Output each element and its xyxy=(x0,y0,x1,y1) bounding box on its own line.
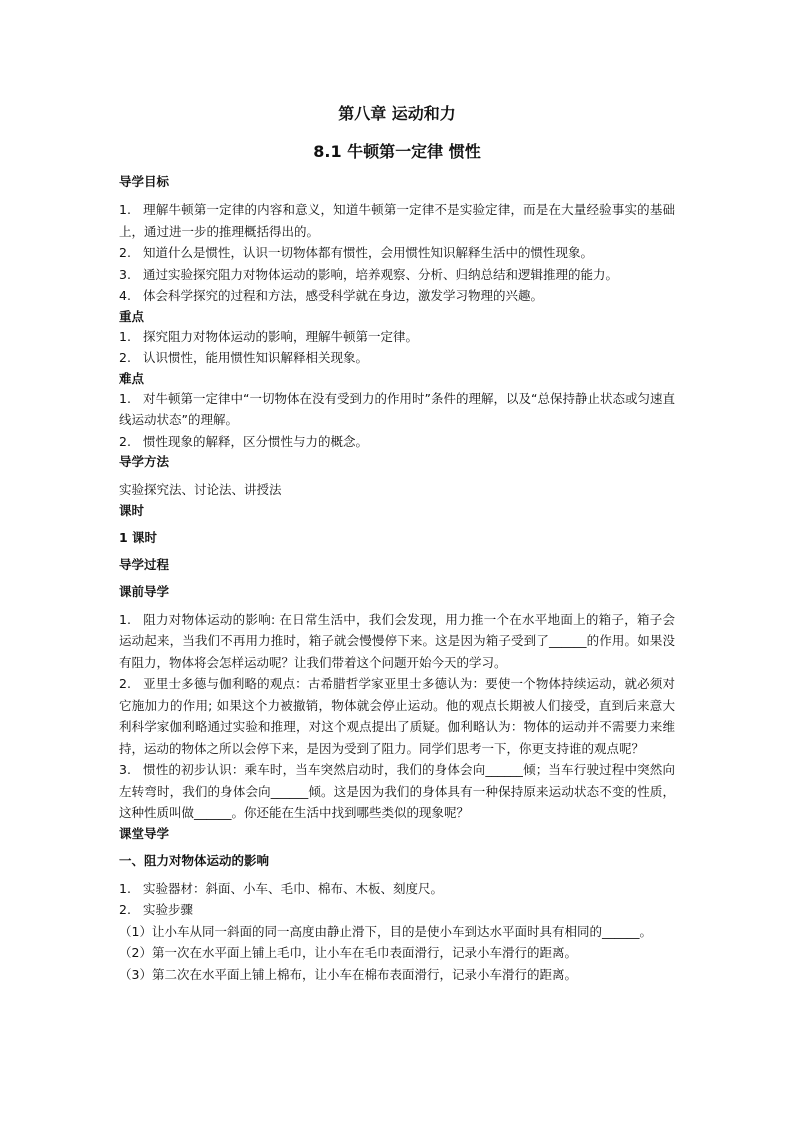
goal-item xyxy=(119,264,675,286)
item-number: 3. xyxy=(119,762,131,777)
pre-class-item xyxy=(119,673,675,759)
pre-class-item xyxy=(119,609,675,674)
item-number: 1. xyxy=(119,611,131,627)
item-text: 惯性的初步认识：乘车时，当车突然启动时，我们的身体会向______倾；当车行驶过程中突然向左转弯时，我们的身体会向______倾。这是因为我们的身体具有一种保持原来运动状态不变的性质，这种性质叫做______。你还能在生活中找到哪些类似的现象呢？ xyxy=(119,762,675,820)
key-point-item xyxy=(119,326,675,348)
item-number: 2. xyxy=(119,902,131,917)
section-title: 8.1 牛顿第一定律 惯性 xyxy=(313,142,481,161)
item-text: 通过实验探究阻力对物体运动的影响，培养观察、分析、归纳总结和逻辑推理的能力。 xyxy=(143,266,619,282)
difficulty-item xyxy=(119,388,675,431)
item-number: 3. xyxy=(119,266,131,282)
item-text: 对牛顿第一定律中“一切物体在没有受到力的作用时”条件的理解，以及“总保持静止状态或匀速直线运动状态”的理解。 xyxy=(119,390,675,427)
in-class-heading: 课堂导学 xyxy=(119,825,170,841)
chapter-title: 第八章 运动和力 xyxy=(338,104,456,123)
part-one-item xyxy=(119,899,675,921)
item-text: 实验器材：斜面、小车、毛巾、棉布、木板、刻度尺。 xyxy=(143,880,444,896)
item-text: 惯性现象的解释，区分惯性与力的概念。 xyxy=(143,433,369,449)
goal-item xyxy=(119,285,675,307)
methods-text: 实验探究法、讨论法、讲授法 xyxy=(119,482,282,497)
item-number: 1. xyxy=(119,202,131,217)
item-text: 亚里士多德与伽利略的观点：古希腊哲学家亚里士多德认为：要使一个物体持续运动，就必须对它施加力的作用; 如果这个力被撤销，物体就会停止运动。他的观点长期被人们接受，直到后来意大利科学家伽利略通过实验和推理，对这个观点提出了质疑。伽利略认为：物体的运动并不需要力来维持，运动的物体之所以会停下来，是因为受到了阻力。同学们思考一下，你更支持谁的观点呢？ xyxy=(119,676,675,756)
methods-heading: 导学方法 xyxy=(119,454,170,469)
part-one-item xyxy=(119,878,675,900)
item-text: 实验步骤 xyxy=(143,902,194,917)
item-number: 1. xyxy=(119,390,131,406)
item-number: 2. xyxy=(119,350,131,365)
pre-class-item xyxy=(119,759,675,824)
item-text: 认识惯性，能用惯性知识解释相关现象。 xyxy=(143,350,369,365)
item-text: 探究阻力对物体运动的影响，理解牛顿第一定律。 xyxy=(143,328,419,344)
item-number: 2. xyxy=(119,433,131,449)
key-points-heading: 重点 xyxy=(119,308,145,324)
item-text: 理解牛顿第一定律的内容和意义，知道牛顿第一定律不是实验定律，而是在大量经验事实的基础上，通过进一步的推理概括得出的。 xyxy=(119,202,675,239)
pre-class-heading: 课前导学 xyxy=(119,583,170,599)
part-one-heading: 一、阻力对物体运动的影响 xyxy=(119,852,270,868)
process-heading: 导学过程 xyxy=(119,556,170,572)
goals-heading: 导学目标 xyxy=(119,174,170,189)
hours-text: 1 课时 xyxy=(119,529,158,545)
item-number: 4. xyxy=(119,288,131,303)
step-item: （1）让小车从同一斜面的同一高度由静止滑下，目的是使小车到达水平面时具有相同的______。 xyxy=(119,923,652,939)
step-item: （3）第二次在水平面上铺上棉布，让小车在棉布表面滑行，记录小车滑行的距离。 xyxy=(119,966,577,982)
item-number: 2. xyxy=(119,245,131,260)
item-number: 2. xyxy=(119,676,131,691)
document-page xyxy=(119,100,675,985)
goal-item xyxy=(119,242,675,264)
hours-heading: 课时 xyxy=(119,502,145,518)
item-text: 阻力对物体运动的影响: 在日常生活中，我们会发现，用力推一个在水平地面上的箱子，箱子会运动起来，当我们不再用力推时，箱子就会慢慢停下来。这是因为箱子受到了______的作用。如果没有阻力，物体将会怎样运动呢？让我们带着这个问题开始今天的学习。 xyxy=(119,611,675,670)
difficulties-heading: 难点 xyxy=(119,370,145,386)
item-text: 知道什么是惯性，认识一切物体都有惯性，会用惯性知识解释生活中的惯性现象。 xyxy=(143,245,594,260)
item-number: 1. xyxy=(119,880,131,896)
goal-item xyxy=(119,199,675,242)
difficulty-item xyxy=(119,431,675,453)
item-text: 体会科学探究的过程和方法，感受科学就在身边，激发学习物理的兴趣。 xyxy=(143,288,544,303)
step-item: （2）第一次在水平面上铺上毛巾，让小车在毛巾表面滑行，记录小车滑行的距离。 xyxy=(119,945,577,960)
key-point-item xyxy=(119,347,675,369)
item-number: 1. xyxy=(119,328,131,344)
